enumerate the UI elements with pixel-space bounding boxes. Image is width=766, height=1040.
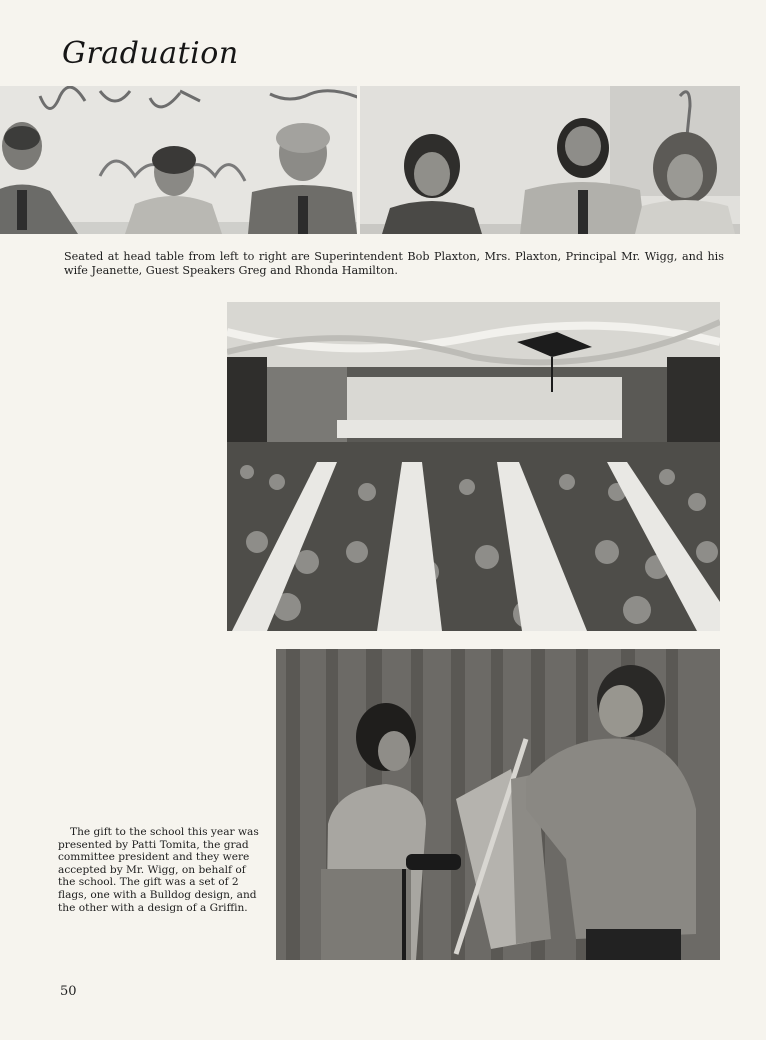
gift-caption: The gift to the school this year was presented by Patti Tomita, the grad committee president and they were accepted by Mr. Wigg, on behalf of the school. The gift was a set of 2 flags, one with a Bulldog design, and the other with a design of a Griffin.	[58, 826, 259, 914]
head-table-photo-right	[360, 86, 740, 234]
gift-presentation-photo	[276, 649, 720, 960]
page-title: Graduation	[62, 36, 239, 71]
page-number: 50	[60, 984, 77, 999]
banquet-hall-photo	[227, 302, 720, 631]
head-table-caption: Seated at head table from left to right are Superintendent Bob Plaxton, Mrs. Plaxton, Principal Mr. Wigg, and his wife Jeanette, Guest Speakers Greg and Rhonda Hamilton.	[64, 250, 724, 277]
head-table-photo-left	[0, 86, 357, 234]
